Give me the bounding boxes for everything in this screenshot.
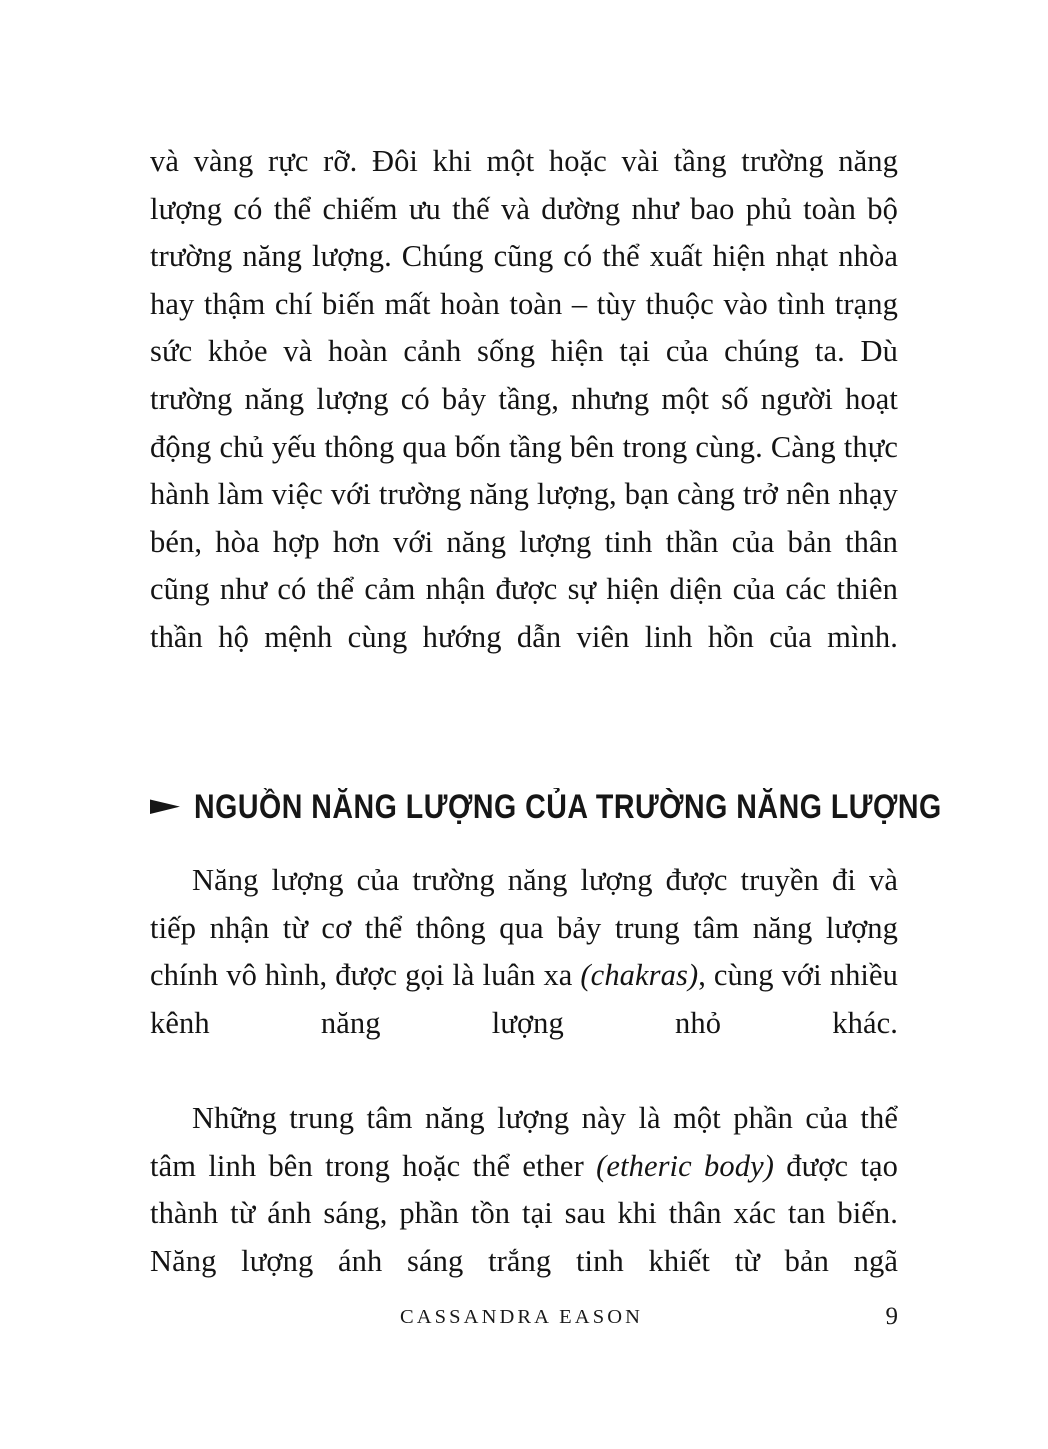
body-text-block-bottom: [150, 857, 898, 1333]
paragraph-2-italic-term: (chakras): [580, 958, 699, 993]
page-footer: [150, 1303, 898, 1343]
paragraph-continuation: và vàng rực rỡ. Đôi khi một hoặc vài tầng trường năng lượng có thể chiếm ưu thế và dường như bao phủ toàn bộ trường năng lượng. Chúng cũng có thể xuất hiện nhạt nhòa hay thậm chí biến mất hoàn toàn – tùy thuộc vào tình trạng sức khỏe và hoàn cảnh sống hiện tại của chúng ta. Dù trường năng lượng có bảy tầng, nhưng một số người hoạt động chủ yếu thông qua bốn tầng bên trong cùng. Càng thực hành làm việc với trường năng lượng, bạn càng trở nên nhạy bén, hòa hợp hơn với năng lượng tinh thần của bản thân cũng như có thể cảm nhận được sự hiện diện của các thiên thần hộ mệnh cùng hướng dẫn viên linh hồn của mình.: [150, 144, 898, 654]
paragraph-etheric-body: [150, 1095, 898, 1333]
right-triangle-arrow-icon: [150, 788, 182, 826]
footer-author-name: CASSANDRA EASON: [400, 1306, 644, 1328]
paragraph-energy-centers: [150, 857, 898, 1095]
paragraph-3-text-lead: Những trung tâm năng lượng này là một phần của thể tâm linh bên trong hoặc thể ether: [150, 1100, 898, 1183]
paragraph-2-text-lead: Năng lượng của trường năng lượng được truyền đi và tiếp nhận từ cơ thể thông qua bảy trung tâm năng lượng chính vô hình, được gọi là luân xa: [150, 863, 898, 993]
footer-page-number: 9: [885, 1303, 898, 1330]
section-heading-label: NGUỒN NĂNG LƯỢNG CỦA TRƯỜNG NĂNG LƯỢNG: [194, 788, 942, 826]
section-heading: [150, 788, 942, 826]
paragraph-3-text-tail: được tạo thành từ ánh sáng, phần tồn tại sau khi thân xác tan biến. Năng lượng ánh sáng trắng tinh khiết từ bản ngã: [150, 1148, 898, 1278]
paragraph-3-italic-term: (etheric body): [596, 1148, 774, 1183]
body-text-block-top: [150, 138, 898, 709]
paragraph-2-text-tail: , cùng với nhiều kênh năng lượng nhỏ khác.: [150, 958, 898, 1040]
